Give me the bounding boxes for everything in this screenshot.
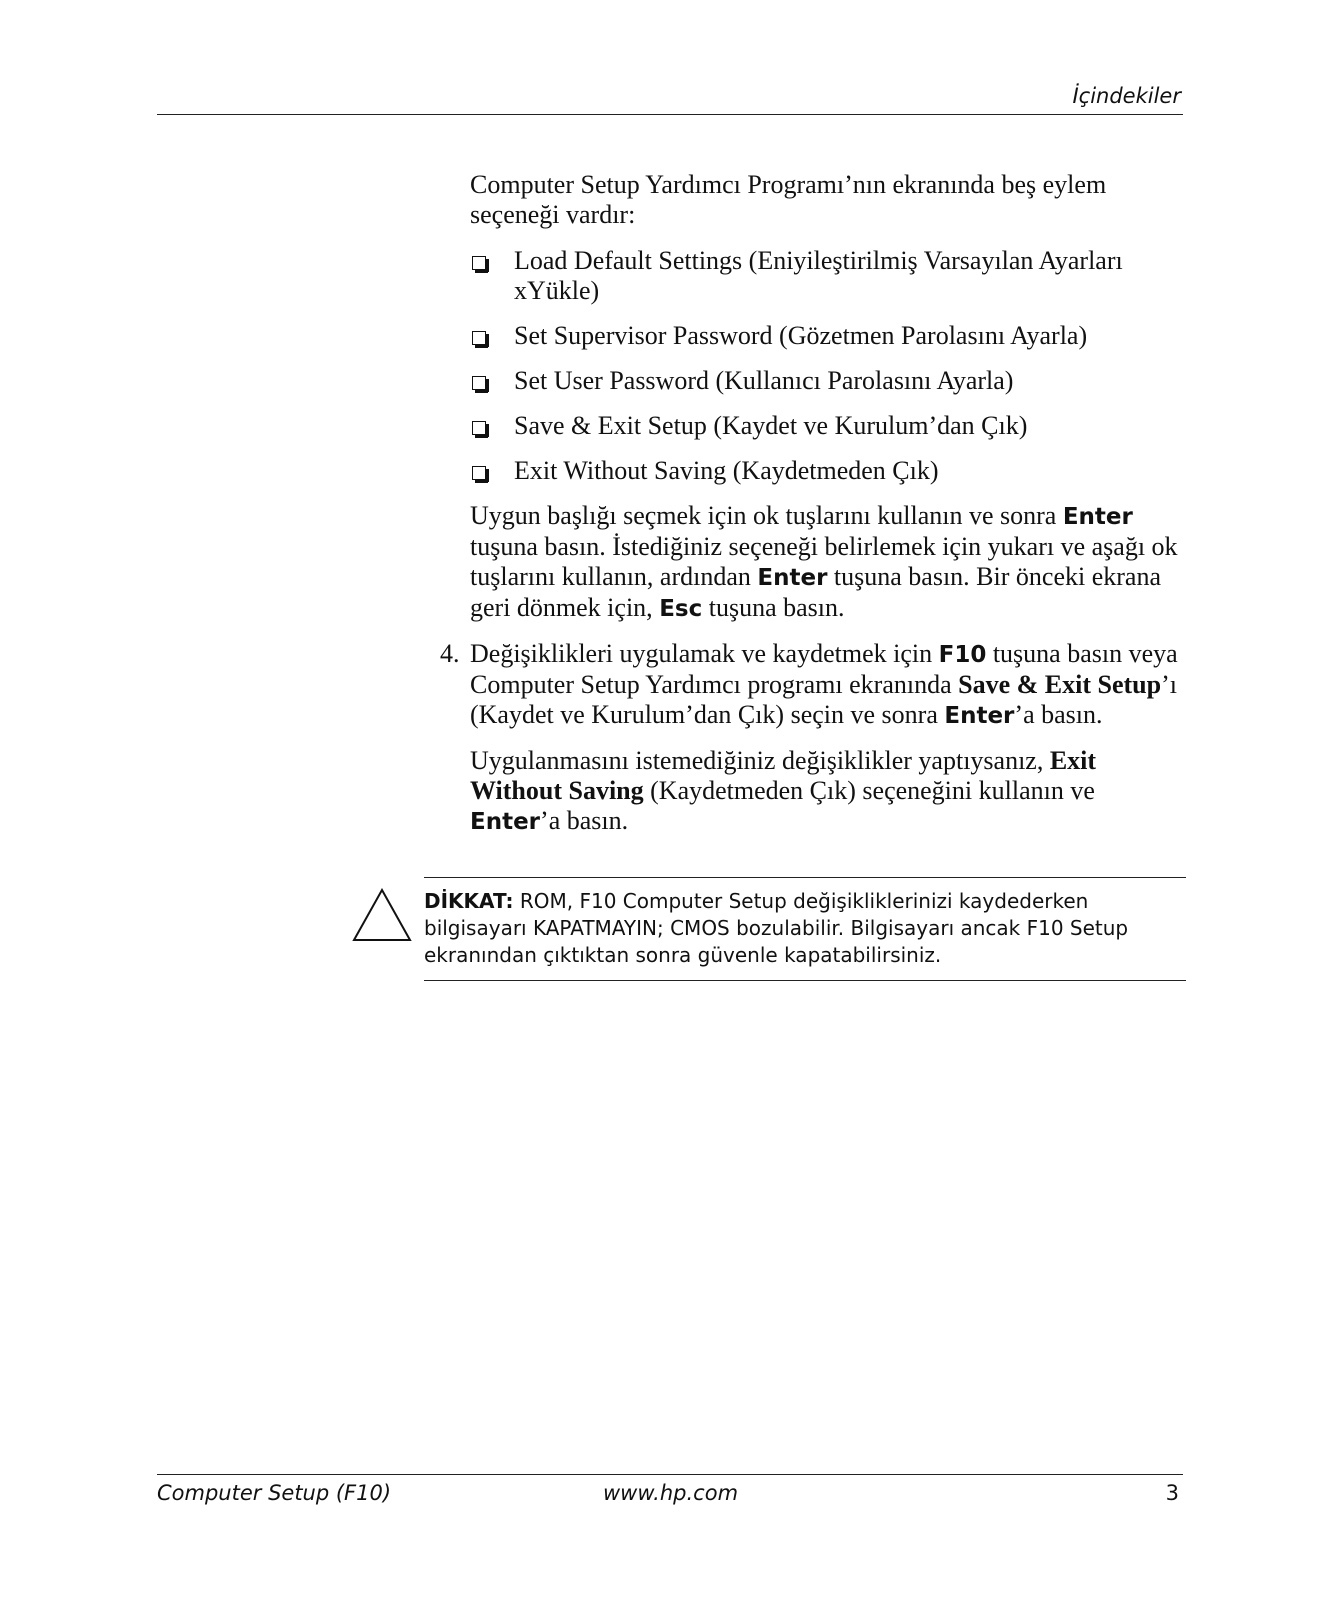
list-item: Exit Without Saving (Kaydetmeden Çık) bbox=[470, 456, 1190, 486]
key-esc: Esc bbox=[659, 596, 703, 622]
checkbox-bullet-icon bbox=[472, 421, 486, 435]
navigation-paragraph: Uygun başlığı seçmek için ok tuşlarını kullanın ve sonra Enter tuşuna basın. İstediğiniz seçeneği belirlemek için yukarı ve aşağı ok tuşlarını kullanın, ardından Enter tuşuna basın. Bir önceki ekrana geri dönmek için, Esc tuşuna basın. bbox=[470, 501, 1178, 622]
discard-paragraph: Uygulanmasını istemediğiniz değişiklikler yaptıysanız, Exit Without Saving (Kaydetmeden Çık) seçeneğini kullanın ve Enter’a basın. bbox=[470, 746, 1097, 835]
warning-triangle-icon bbox=[352, 888, 412, 942]
footer-title: Computer Setup (F10) bbox=[157, 1481, 392, 1505]
options-list bbox=[470, 246, 1190, 486]
checkbox-bullet-icon bbox=[472, 331, 486, 345]
list-item: Save & Exit Setup (Kaydet ve Kurulum’dan Çık) bbox=[470, 411, 1190, 441]
footer-url: www.hp.com bbox=[603, 1481, 739, 1505]
list-item: Set Supervisor Password (Gözetmen Parolasını Ayarla) bbox=[470, 321, 1190, 351]
page-number: 3 bbox=[1165, 1481, 1179, 1505]
caution-label: DİKKAT: bbox=[424, 889, 514, 913]
section-title: İçindekiler bbox=[1072, 84, 1181, 108]
menu-save-exit: Save & Exit Setup bbox=[958, 670, 1162, 699]
menu-exit-without-saving: Exit Without Saving bbox=[470, 746, 1097, 805]
intro-paragraph: Computer Setup Yardımcı Programı’nın ekranında beş eylem seçeneği vardır: bbox=[470, 170, 1107, 229]
list-item: Load Default Settings (Eniyileştirilmiş Varsayılan Ayarları xYükle) bbox=[470, 246, 1190, 306]
caution-text: DİKKAT: ROM, F10 Computer Setup değişikliklerinizi kaydederken bilgisayarı KAPATMAYIN; CMOS bozulabilir. Bilgisayarı ancak F10 Setup ekranından çıktıktan sonra güvenle kapatabilirsiniz. bbox=[424, 889, 1129, 967]
page-footer bbox=[157, 1474, 1183, 1509]
caution-box bbox=[424, 877, 1186, 981]
step-4-text: Değişiklikleri uygulamak ve kaydetmek için F10 tuşuna basın veya Computer Setup Yardımcı programı ekranında Save & Exit Setup’ı (Kaydet ve Kurulum’dan Çık) seçin ve sonra Enter’a basın. bbox=[470, 639, 1178, 729]
key-enter: Enter bbox=[1062, 504, 1133, 530]
step-number: 4. bbox=[440, 639, 460, 668]
checkbox-bullet-icon bbox=[472, 466, 486, 480]
key-f10: F10 bbox=[938, 642, 987, 668]
running-header bbox=[157, 82, 1183, 115]
checkbox-bullet-icon bbox=[472, 376, 486, 390]
step-4 bbox=[440, 639, 1190, 731]
list-item: Set User Password (Kullanıcı Parolasını Ayarla) bbox=[470, 366, 1190, 396]
key-enter: Enter bbox=[944, 703, 1015, 729]
body-column bbox=[440, 170, 1190, 837]
key-enter: Enter bbox=[757, 565, 828, 591]
key-enter: Enter bbox=[470, 809, 541, 835]
checkbox-bullet-icon bbox=[472, 256, 486, 270]
